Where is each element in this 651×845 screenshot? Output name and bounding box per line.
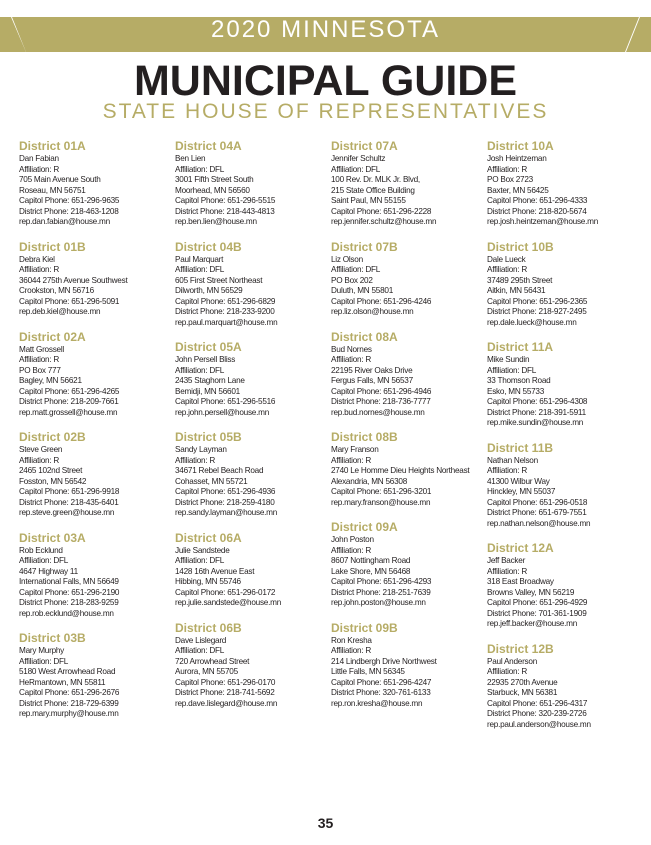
representative-detail: Affiliation: DFL	[175, 365, 225, 375]
representative-email[interactable]: rep.paul.marquart@house.mn	[175, 317, 278, 327]
representative-detail: Dilworth, MN 56529	[175, 286, 243, 295]
representative-detail: Capitol Phone: 651-296-4247	[331, 677, 432, 687]
district-title: District 02B	[19, 430, 86, 444]
district-entry	[331, 430, 479, 508]
representative-detail: Alexandria, MN 56308	[331, 476, 408, 486]
representative-detail: Little Falls, MN 56345	[331, 667, 405, 676]
representative-detail: District Phone: 651-679-7551	[487, 508, 587, 517]
representative-detail: Affiliation: DFL	[331, 164, 381, 174]
representative-email[interactable]: rep.steve.green@house.mn	[19, 508, 115, 517]
representative-detail: 2740 Le Homme Dieu Heights Northeast	[331, 466, 470, 475]
representative-detail: District Phone: 218-820-5674	[487, 206, 587, 216]
representative-email[interactable]: rep.john.persell@house.mn	[175, 407, 269, 417]
representative-name: Bud Nornes	[331, 344, 372, 354]
representative-email[interactable]: rep.paul.anderson@house.mn	[487, 719, 591, 729]
representative-detail: Lake Shore, MN 56468	[331, 566, 411, 576]
directory-column-1	[19, 139, 167, 732]
representative-detail: 605 First Street Northeast	[175, 275, 263, 285]
representative-detail: District Phone: 218-251-7639	[331, 587, 431, 597]
representative-email[interactable]: rep.dave.lislegard@house.mn	[175, 698, 278, 708]
representative-detail: Affiliation: DFL	[19, 656, 69, 666]
representative-detail: District Phone: 218-283-9259	[19, 598, 119, 607]
representative-detail: 214 Lindbergh Drive Northwest	[331, 656, 437, 666]
district-title: District 08B	[331, 430, 398, 444]
representative-email[interactable]: rep.rob.ecklund@house.mn	[19, 608, 114, 618]
representative-detail: Capitol Phone: 651-296-9918	[19, 487, 120, 496]
representative-detail: 34671 Rebel Beach Road	[175, 466, 264, 475]
district-title: District 04B	[175, 239, 242, 254]
representative-detail: Affiliation: R	[19, 455, 60, 465]
district-entry	[331, 520, 479, 609]
district-entry	[487, 240, 635, 329]
representative-detail: Capitol Phone: 651-296-4246	[331, 296, 432, 306]
representative-email[interactable]: rep.dan.fabian@house.mn	[19, 217, 110, 226]
representative-detail: Affiliation: R	[331, 545, 372, 555]
representative-name: Mary Franson	[331, 445, 379, 454]
representative-email[interactable]: rep.jennifer.schultz@house.mn	[331, 217, 437, 226]
representative-detail: District Phone: 218-233-9200	[175, 307, 275, 316]
district-entry	[175, 240, 323, 329]
representative-detail: PO Box 2723	[487, 175, 533, 184]
representative-detail: Capitol Phone: 651-296-4946	[331, 386, 432, 396]
representative-detail: Capitol Phone: 651-296-4936	[175, 487, 276, 496]
representative-detail: Affiliation: DFL	[175, 265, 225, 274]
representative-email[interactable]: rep.liz.olson@house.mn	[331, 307, 414, 316]
representative-detail: District Phone: 218-729-6399	[19, 698, 119, 708]
representative-detail: 100 Rev. Dr. MLK Jr. Blvd,	[331, 175, 420, 184]
representative-detail: 22935 270th Avenue	[487, 677, 558, 687]
representative-email[interactable]: rep.ben.lien@house.mn	[175, 217, 257, 226]
representative-detail: Capitol Phone: 651-296-2228	[331, 206, 432, 216]
representative-name: John Persell Bliss	[175, 355, 236, 364]
banner-text: 2020 MINNESOTA	[211, 16, 440, 43]
district-title: District 05B	[175, 430, 242, 444]
district-entry	[175, 621, 323, 710]
representative-name: Steve Green	[19, 445, 63, 454]
representative-detail: Capitol Phone: 651-296-0170	[175, 677, 276, 687]
directory-column-4	[487, 139, 635, 742]
representative-name: John Poston	[331, 535, 374, 544]
representative-detail: Duluth, MN 55801	[331, 286, 393, 295]
representative-detail: 318 East Broadway	[487, 577, 554, 586]
district-title: District 10B	[487, 239, 554, 254]
representative-detail: Affiliation: DFL	[487, 365, 537, 375]
representative-detail: Affiliation: DFL	[19, 556, 69, 565]
district-title: District 09A	[331, 520, 398, 534]
representative-detail: District Phone: 218-391-5911	[487, 407, 586, 417]
district-title: District 07B	[331, 239, 398, 254]
representative-detail: Capitol Phone: 651-296-4333	[487, 196, 588, 205]
district-entry	[175, 531, 323, 609]
representative-email[interactable]: rep.nathan.nelson@house.mn	[487, 518, 591, 528]
district-title: District 11B	[487, 440, 554, 455]
district-entry	[331, 330, 479, 419]
representative-detail: District Phone: 218-443-4813	[175, 206, 275, 216]
representative-detail: District Phone: 218-463-1208	[19, 206, 119, 216]
representative-email[interactable]: rep.josh.heintzeman@house.mn	[487, 217, 598, 226]
representative-name: Dale Lueck	[487, 254, 526, 264]
district-entry	[487, 642, 635, 731]
district-entry	[487, 340, 635, 429]
representative-email[interactable]: rep.dale.lueck@house.mn	[487, 317, 577, 327]
district-title: District 07A	[331, 139, 398, 153]
representative-detail: 22195 River Oaks Drive	[331, 365, 413, 375]
representative-name: Debra Kiel	[19, 254, 55, 264]
representative-email[interactable]: rep.ron.kresha@house.mn	[331, 698, 423, 708]
page-title: MUNICIPAL GUIDE	[133, 57, 518, 105]
representative-email[interactable]: rep.deb.kiel@house.mn	[19, 307, 101, 316]
representative-name: Ron Kresha	[331, 635, 372, 645]
directory-column-2	[175, 139, 323, 721]
representative-name: Jeff Backer	[487, 556, 526, 565]
page-number: 35	[317, 815, 334, 831]
representative-detail: Affiliation: R	[19, 355, 60, 364]
representative-detail: Affiliation: DFL	[331, 265, 381, 274]
representative-detail: Fosston, MN 56542	[19, 476, 87, 486]
district-entry	[19, 330, 167, 419]
representative-detail: Affiliation: DFL	[175, 556, 225, 565]
representative-detail: Capitol Phone: 651-296-3201	[331, 487, 432, 496]
representative-detail: Affiliation: R	[487, 667, 528, 676]
district-title: District 05A	[175, 340, 242, 354]
representative-email[interactable]: rep.julie.sandstede@house.mn	[175, 598, 281, 607]
representative-name: Ben Lien	[175, 154, 206, 163]
representative-email[interactable]: rep.sandy.layman@house.mn	[175, 508, 278, 517]
district-entry	[19, 631, 167, 720]
representative-detail: Affiliation: DFL	[175, 646, 225, 655]
representative-detail: 705 Main Avenue South	[19, 175, 101, 184]
district-title: District 09B	[331, 620, 398, 635]
representative-detail: District Phone: 218-927-2495	[487, 307, 587, 316]
representative-detail: Capitol Phone: 651-296-4293	[331, 577, 432, 586]
representative-detail: 1428 16th Avenue East	[175, 566, 255, 576]
representative-name: Paul Marquart	[175, 254, 224, 264]
representative-detail: Affiliation: R	[19, 265, 60, 274]
representative-detail: Hinckley, MN 55037	[487, 487, 556, 496]
district-title: District 06A	[175, 530, 242, 545]
representative-detail: 41300 Wilbur Way	[487, 476, 550, 486]
representative-detail: Affiliation: DFL	[175, 164, 225, 174]
representative-detail: International Falls, MN 56649	[19, 577, 119, 586]
representative-detail: 3001 Fifth Street South	[175, 175, 254, 184]
district-title: District 01B	[19, 239, 86, 254]
district-title: District 12B	[487, 641, 554, 656]
representative-detail: Affiliation: R	[331, 646, 372, 655]
representative-detail: PO Box 202	[331, 275, 373, 285]
representative-email[interactable]: rep.jeff.backer@house.mn	[487, 619, 577, 628]
representative-email[interactable]: rep.bud.nornes@house.mn	[331, 407, 425, 417]
representative-name: Dan Fabian	[19, 154, 59, 163]
district-entry	[331, 621, 479, 710]
district-entry	[487, 139, 635, 228]
representative-detail: Capitol Phone: 651-296-0172	[175, 587, 276, 597]
representative-detail: District Phone: 320-239-2726	[487, 709, 587, 718]
representative-detail: Capitol Phone: 651-296-2676	[19, 688, 120, 697]
representative-detail: 2435 Staghorn Lane	[175, 376, 245, 385]
district-entry	[487, 541, 635, 630]
representative-detail: Capitol Phone: 651-296-4317	[487, 698, 588, 708]
representative-detail: Affiliation: R	[487, 265, 528, 274]
representative-detail: Aurora, MN 55705	[175, 667, 238, 676]
representative-name: Julie Sandstede	[175, 545, 230, 555]
district-entry	[19, 430, 167, 519]
representative-detail: Crookston, MN 56716	[19, 286, 94, 295]
representative-detail: 2465 102nd Street	[19, 466, 83, 475]
representative-detail: District Phone: 218-259-4180	[175, 497, 275, 507]
district-entry	[331, 240, 479, 318]
representative-email[interactable]: rep.john.poston@house.mn	[331, 598, 426, 607]
district-title: District 02A	[19, 329, 86, 344]
representative-email[interactable]: rep.matt.grossell@house.mn	[19, 407, 118, 417]
representative-detail: Affiliation: R	[487, 164, 528, 174]
representative-detail: Fergus Falls, MN 56537	[331, 376, 413, 385]
representative-email[interactable]: rep.mary.murphy@house.mn	[19, 709, 119, 718]
representative-detail: Capitol Phone: 651-296-9635	[19, 196, 120, 205]
district-title: District 03A	[19, 530, 86, 545]
representative-email[interactable]: rep.mary.franson@house.mn	[331, 497, 431, 507]
district-title: District 11A	[487, 340, 554, 354]
district-title: District 04A	[175, 139, 242, 153]
representative-name: Jennifer Schultz	[331, 154, 386, 163]
representative-detail: 215 State Office Building	[331, 185, 415, 195]
district-title: District 12A	[487, 541, 554, 555]
representative-detail: District Phone: 701-361-1909	[487, 608, 587, 618]
representative-name: Matt Grossell	[19, 344, 64, 354]
representative-name: Paul Anderson	[487, 656, 538, 666]
representative-detail: Affiliation: R	[331, 355, 372, 364]
representative-detail: Affiliation: R	[487, 566, 528, 576]
representative-detail: Capitol Phone: 651-296-5091	[19, 296, 120, 306]
district-title: District 10A	[487, 139, 554, 153]
representative-detail: Saint Paul, MN 55155	[331, 196, 406, 205]
representative-detail: Starbuck, MN 56381	[487, 688, 558, 697]
district-entry	[175, 430, 323, 519]
district-entry	[19, 240, 167, 318]
representative-email[interactable]: rep.mike.sundin@house.mn	[487, 418, 584, 427]
directory-column-3	[331, 139, 479, 721]
district-entry	[331, 139, 479, 228]
representative-detail: Bemidji, MN 56601	[175, 386, 240, 396]
district-entry	[19, 139, 167, 228]
representative-detail: Affiliation: R	[175, 455, 216, 465]
representative-name: Josh Heintzeman	[487, 154, 547, 163]
representative-detail: 5180 West Arrowhead Road	[19, 667, 116, 676]
representative-detail: Capitol Phone: 651-296-2190	[19, 587, 120, 597]
representative-detail: Capitol Phone: 651-296-0518	[487, 497, 588, 507]
header-banner	[0, 0, 651, 52]
representative-detail: Hibbing, MN 55746	[175, 577, 241, 586]
representative-name: Rob Ecklund	[19, 545, 63, 555]
representative-name: Mike Sundin	[487, 355, 530, 364]
representative-detail: District Phone: 218-741-5692	[175, 688, 275, 697]
representative-detail: Affiliation: R	[487, 466, 528, 475]
representative-detail: Capitol Phone: 651-296-2365	[487, 296, 588, 306]
district-title: District 08A	[331, 329, 398, 344]
representative-detail: 33 Thomson Road	[487, 376, 551, 385]
representative-detail: HeRmantown, MN 55811	[19, 677, 106, 687]
district-entry	[487, 441, 635, 530]
representative-detail: Baxter, MN 56425	[487, 185, 549, 195]
representative-name: Mary Murphy	[19, 646, 65, 655]
representative-detail: Capitol Phone: 651-296-4929	[487, 598, 588, 607]
representative-detail: Bagley, MN 56621	[19, 376, 82, 385]
representative-detail: Esko, MN 55733	[487, 386, 545, 396]
representative-detail: Cohasset, MN 55721	[175, 476, 248, 486]
district-entry	[175, 340, 323, 418]
representative-detail: 8607 Nottingham Road	[331, 556, 411, 565]
district-entry	[19, 531, 167, 620]
district-title: District 03B	[19, 631, 86, 645]
representative-detail: Browns Valley, MN 56219	[487, 587, 575, 597]
representative-name: Liz Olson	[331, 254, 363, 264]
representative-name: Dave Lislegard	[175, 635, 227, 645]
representative-detail: Affiliation: R	[331, 455, 372, 465]
representative-detail: District Phone: 320-761-6133	[331, 688, 431, 697]
district-entry	[175, 139, 323, 228]
representative-detail: Affiliation: R	[19, 164, 60, 174]
representative-detail: Aitkin, MN 56431	[487, 286, 546, 295]
representative-detail: 37489 295th Street	[487, 275, 553, 285]
representative-detail: PO Box 777	[19, 365, 61, 375]
district-title: District 06B	[175, 620, 242, 635]
representative-detail: District Phone: 218-209-7661	[19, 397, 119, 406]
representative-name: Nathan Nelson	[487, 455, 538, 465]
representative-detail: 36044 275th Avenue Southwest	[19, 275, 128, 285]
representative-detail: Capitol Phone: 651-296-5515	[175, 196, 276, 205]
representative-name: Sandy Layman	[175, 445, 227, 454]
representative-detail: Roseau, MN 56751	[19, 185, 86, 195]
representative-detail: Capitol Phone: 651-296-4265	[19, 386, 120, 396]
representative-detail: District Phone: 218-435-6401	[19, 497, 119, 507]
district-title: District 01A	[19, 139, 86, 153]
representative-detail: Capitol Phone: 651-296-5516	[175, 397, 276, 406]
representative-detail: District Phone: 218-736-7777	[331, 397, 431, 406]
representative-detail: 4647 Highway 11	[19, 566, 78, 576]
page-subtitle: STATE HOUSE OF REPRESENTATIVES	[102, 100, 549, 123]
representative-detail: Moorhead, MN 56560	[175, 185, 250, 195]
representative-detail: 720 Arrowhead Street	[175, 656, 250, 666]
representative-detail: Capitol Phone: 651-296-4308	[487, 397, 588, 406]
representative-detail: Capitol Phone: 651-296-6829	[175, 296, 276, 306]
